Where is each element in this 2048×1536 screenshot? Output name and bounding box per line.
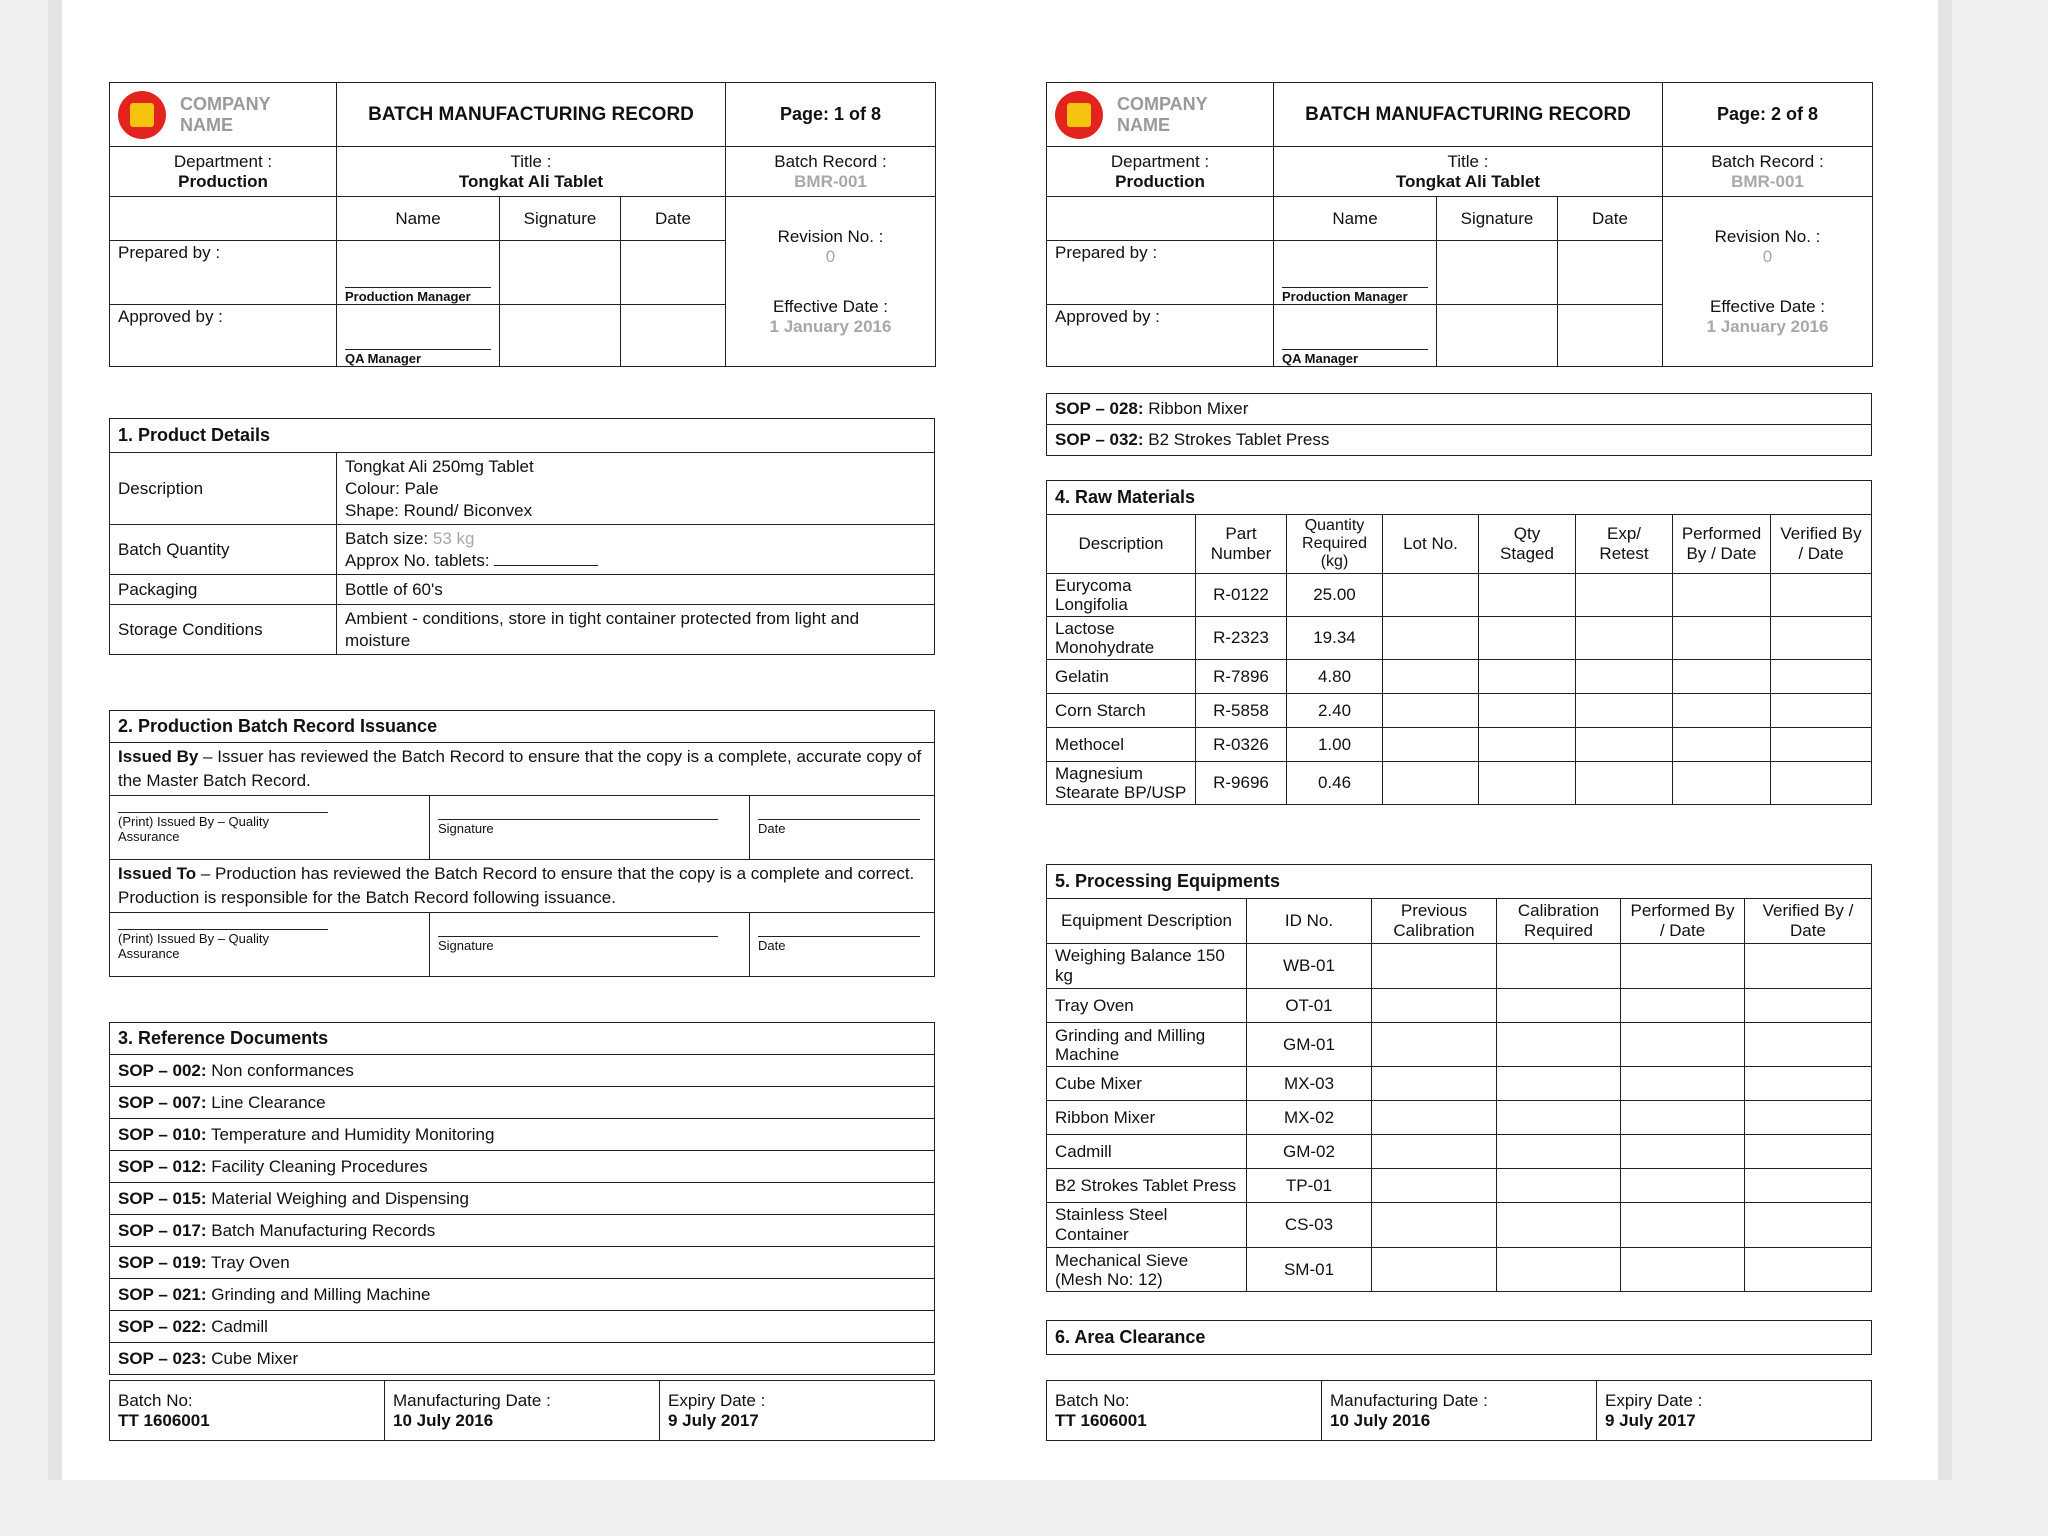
packaging-value: Bottle of 60's bbox=[337, 575, 935, 605]
company-logo-icon bbox=[118, 91, 166, 139]
revision-label: Revision No. : bbox=[1714, 226, 1821, 246]
issued-to-label: Issued To bbox=[118, 864, 197, 883]
rm-header: Quantity Required (kg) bbox=[1287, 515, 1383, 574]
company-logo-cell bbox=[1047, 83, 1274, 147]
batch-size-label: Batch size: bbox=[345, 528, 429, 548]
reference-doc-item: SOP – 012: Facility Cleaning Procedures bbox=[110, 1151, 935, 1183]
header-block bbox=[1046, 82, 1872, 367]
title-label: Title : bbox=[510, 151, 552, 171]
reference-doc-item: SOP – 017: Batch Manufacturing Records bbox=[110, 1215, 935, 1247]
date-field[interactable]: Date bbox=[758, 819, 920, 836]
date-field[interactable]: Date bbox=[758, 936, 920, 953]
issued-to-text: – Production has reviewed the Batch Record to ensure that the copy is a complete and correct. Production is responsible for the Batch Record following issuance. bbox=[118, 864, 915, 907]
issuance-title: 2. Production Batch Record Issuance bbox=[110, 711, 935, 743]
storage-label: Storage Conditions bbox=[110, 605, 337, 655]
reference-docs-continued bbox=[1046, 393, 1872, 456]
raw-materials-section bbox=[1046, 480, 1872, 805]
description-label: Description bbox=[110, 453, 337, 525]
approved-signature-cell[interactable] bbox=[500, 305, 621, 367]
prepared-by-label: Prepared by : bbox=[1047, 241, 1274, 305]
footer-block bbox=[1046, 1380, 1872, 1441]
eq-header: Previous Calibration bbox=[1372, 899, 1497, 944]
revision-value: 0 bbox=[1762, 246, 1773, 266]
page-edge-right bbox=[1938, 0, 1952, 1480]
area-clearance-section bbox=[1046, 1320, 1872, 1355]
table-row: Ribbon Mixer MX-02 bbox=[1047, 1101, 1872, 1135]
batch-record-label: Batch Record : bbox=[1711, 151, 1824, 171]
signature-field[interactable]: Signature bbox=[438, 819, 718, 836]
revision-label: Revision No. : bbox=[777, 226, 884, 246]
approved-role: QA Manager bbox=[345, 349, 491, 366]
doc-title: BATCH MANUFACTURING RECORD bbox=[337, 83, 726, 147]
reference-doc-item: SOP – 021: Grinding and Milling Machine bbox=[110, 1279, 935, 1311]
effective-label: Effective Date : bbox=[773, 296, 888, 316]
reference-docs-title: 3. Reference Documents bbox=[110, 1023, 935, 1055]
table-row: Cube Mixer MX-03 bbox=[1047, 1067, 1872, 1101]
company-logo-cell bbox=[110, 83, 337, 147]
table-row: Grinding and Milling Machine GM-01 bbox=[1047, 1023, 1872, 1067]
company-logo-icon bbox=[1055, 91, 1103, 139]
table-row: Weighing Balance 150 kg WB-01 bbox=[1047, 944, 1872, 989]
table-row: Gelatin R-7896 4.80 bbox=[1047, 660, 1872, 694]
page-edge-left bbox=[48, 0, 62, 1480]
doc-title: BATCH MANUFACTURING RECORD bbox=[1274, 83, 1663, 147]
reference-doc-item: SOP – 022: Cadmill bbox=[110, 1311, 935, 1343]
rm-header: Description bbox=[1047, 515, 1196, 574]
reference-doc-item: SOP – 015: Material Weighing and Dispensing bbox=[110, 1183, 935, 1215]
header-block bbox=[109, 82, 935, 367]
col-date: Date bbox=[1558, 197, 1663, 241]
product-details-title: 1. Product Details bbox=[110, 419, 935, 453]
approved-date-cell[interactable] bbox=[621, 305, 726, 367]
rm-header: Part Number bbox=[1196, 515, 1287, 574]
reference-docs-section bbox=[109, 1022, 935, 1375]
reference-doc-item: SOP – 010: Temperature and Humidity Monitoring bbox=[110, 1119, 935, 1151]
rm-header: Lot No. bbox=[1383, 515, 1479, 574]
table-row: Lactose Monohydrate R-2323 19.34 bbox=[1047, 617, 1872, 660]
description-line: Colour: Pale bbox=[345, 478, 439, 498]
page-number: Page: 1 of 8 bbox=[726, 83, 936, 147]
table-row: Magnesium Stearate BP/USP R-9696 0.46 bbox=[1047, 762, 1872, 805]
batch-no-value: TT 1606001 bbox=[118, 1410, 210, 1430]
packaging-label: Packaging bbox=[110, 575, 337, 605]
reference-doc-item: SOP – 002: Non conformances bbox=[110, 1055, 935, 1087]
department-label: Department : bbox=[1110, 151, 1210, 171]
issued-by-text: – Issuer has reviewed the Batch Record to ensure that the copy is a complete, accurate copy of the Master Batch Record. bbox=[118, 747, 922, 790]
title-value: Tongkat Ali Tablet bbox=[458, 171, 604, 191]
batch-record-label: Batch Record : bbox=[774, 151, 887, 171]
approx-tablets-label: Approx No. tablets: bbox=[345, 550, 490, 570]
eq-header: Calibration Required bbox=[1497, 899, 1621, 944]
reference-doc-item: SOP – 007: Line Clearance bbox=[110, 1087, 935, 1119]
issued-by-label: Issued By bbox=[118, 747, 199, 766]
title-label: Title : bbox=[1447, 151, 1489, 171]
prepared-role: Production Manager bbox=[1282, 287, 1428, 304]
prepared-by-label: Prepared by : bbox=[110, 241, 337, 305]
table-row: Methocel R-0326 1.00 bbox=[1047, 728, 1872, 762]
description-line: Tongkat Ali 250mg Tablet bbox=[345, 456, 534, 476]
mfg-date-value: 10 July 2016 bbox=[393, 1410, 494, 1430]
rm-header: Performed By / Date bbox=[1673, 515, 1771, 574]
department-value: Production bbox=[1115, 171, 1205, 191]
title-value: Tongkat Ali Tablet bbox=[1395, 171, 1541, 191]
equipment-title: 5. Processing Equipments bbox=[1047, 865, 1872, 899]
table-row: Corn Starch R-5858 2.40 bbox=[1047, 694, 1872, 728]
product-details-section bbox=[109, 418, 935, 655]
expiry-value: 9 July 2017 bbox=[668, 1410, 759, 1430]
batch-record-value: BMR-001 bbox=[1731, 171, 1804, 191]
approved-by-label: Approved by : bbox=[1047, 305, 1274, 367]
table-row: Stainless Steel Container CS-03 bbox=[1047, 1203, 1872, 1248]
footer-block bbox=[109, 1380, 935, 1441]
issuance-section bbox=[109, 710, 935, 977]
mfg-date-label: Manufacturing Date : bbox=[1330, 1390, 1488, 1410]
batch-size-value: 53 kg bbox=[432, 528, 475, 548]
description-line: Shape: Round/ Biconvex bbox=[345, 500, 533, 520]
company-name: COMPANY NAME bbox=[1117, 93, 1208, 135]
department-value: Production bbox=[178, 171, 268, 191]
batch-no-label: Batch No: bbox=[118, 1390, 193, 1410]
eq-header: Equipment Description bbox=[1047, 899, 1247, 944]
table-row: Eurycoma Longifolia R-0122 25.00 bbox=[1047, 574, 1872, 617]
col-signature: Signature bbox=[1437, 197, 1558, 241]
table-row: B2 Strokes Tablet Press TP-01 bbox=[1047, 1169, 1872, 1203]
expiry-value: 9 July 2017 bbox=[1605, 1410, 1696, 1430]
effective-value: 1 January 2016 bbox=[1706, 316, 1829, 336]
approx-tablets-field[interactable] bbox=[494, 565, 598, 566]
reference-doc-item: SOP – 019: Tray Oven bbox=[110, 1247, 935, 1279]
expiry-label: Expiry Date : bbox=[668, 1390, 766, 1410]
equipment-section bbox=[1046, 864, 1872, 1292]
table-row: Mechanical Sieve (Mesh No: 12) SM-01 bbox=[1047, 1248, 1872, 1292]
prepared-date-cell[interactable] bbox=[621, 241, 726, 305]
batch-quantity-label: Batch Quantity bbox=[110, 525, 337, 575]
storage-value: Ambient - conditions, store in tight container protected from light and moisture bbox=[337, 605, 935, 655]
eq-header: Verified By / Date bbox=[1745, 899, 1872, 944]
effective-label: Effective Date : bbox=[1710, 296, 1825, 316]
reference-doc-item: SOP – 028: Ribbon Mixer bbox=[1047, 394, 1872, 425]
approved-by-label: Approved by : bbox=[110, 305, 337, 367]
eq-header: ID No. bbox=[1247, 899, 1372, 944]
table-row: Cadmill GM-02 bbox=[1047, 1135, 1872, 1169]
col-name: Name bbox=[337, 197, 500, 241]
revision-value: 0 bbox=[825, 246, 836, 266]
rm-header: Exp/ Retest bbox=[1576, 515, 1673, 574]
reference-doc-item: SOP – 032: B2 Strokes Tablet Press bbox=[1047, 425, 1872, 456]
approved-date-cell[interactable] bbox=[1558, 305, 1663, 367]
prepared-signature-cell[interactable] bbox=[1437, 241, 1558, 305]
raw-materials-title: 4. Raw Materials bbox=[1047, 481, 1872, 515]
batch-record-value: BMR-001 bbox=[794, 171, 867, 191]
reference-doc-item: SOP – 023: Cube Mixer bbox=[110, 1343, 935, 1375]
mfg-date-label: Manufacturing Date : bbox=[393, 1390, 551, 1410]
prepared-role: Production Manager bbox=[345, 287, 491, 304]
batch-no-label: Batch No: bbox=[1055, 1390, 1130, 1410]
signature-field[interactable]: Signature bbox=[438, 936, 718, 953]
rm-header: Verified By / Date bbox=[1771, 515, 1872, 574]
company-name: COMPANY NAME bbox=[180, 93, 271, 135]
approved-signature-cell[interactable] bbox=[1437, 305, 1558, 367]
page-number: Page: 2 of 8 bbox=[1663, 83, 1873, 147]
mfg-date-value: 10 July 2016 bbox=[1330, 1410, 1431, 1430]
col-name: Name bbox=[1274, 197, 1437, 241]
prepared-signature-cell[interactable] bbox=[500, 241, 621, 305]
batch-no-value: TT 1606001 bbox=[1055, 1410, 1147, 1430]
area-clearance-title: 6. Area Clearance bbox=[1047, 1321, 1872, 1355]
rm-header: Qty Staged bbox=[1479, 515, 1576, 574]
table-row: Tray Oven OT-01 bbox=[1047, 989, 1872, 1023]
department-label: Department : bbox=[173, 151, 273, 171]
eq-header: Performed By / Date bbox=[1621, 899, 1745, 944]
expiry-label: Expiry Date : bbox=[1605, 1390, 1703, 1410]
col-date: Date bbox=[621, 197, 726, 241]
col-signature: Signature bbox=[500, 197, 621, 241]
effective-value: 1 January 2016 bbox=[769, 316, 892, 336]
print-issued-to-field[interactable]: (Print) Issued By – Quality Assurance bbox=[118, 929, 328, 961]
print-issued-by-field[interactable]: (Print) Issued By – Quality Assurance bbox=[118, 812, 328, 844]
approved-role: QA Manager bbox=[1282, 349, 1428, 366]
prepared-date-cell[interactable] bbox=[1558, 241, 1663, 305]
